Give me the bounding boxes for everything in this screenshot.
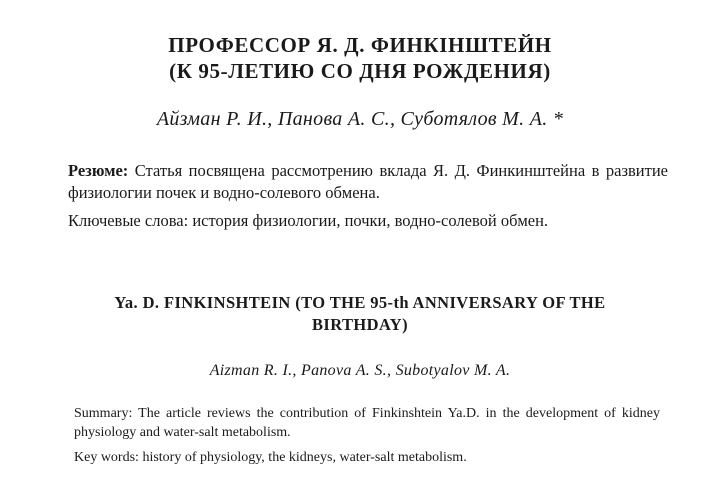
title-russian-line-2: (К 95-ЛЕТИЮ СО ДНЯ РОЖДЕНИЯ) — [169, 59, 551, 83]
authors-russian: Айзман Р. И., Панова А. С., Суботялов М. А. * — [156, 108, 564, 130]
keywords-english — [74, 448, 660, 467]
title-russian-line-1: ПРОФЕССОР Я. Д. ФИНКІНШТЕЙН — [168, 33, 552, 57]
summary-russian-text: Статья посвящена рассмотрению вклада Я. Д. Финкинштейна в развитие физиологии почек и водно-солевого обмена. — [68, 161, 668, 202]
summary-russian-label: Резюме: — [68, 161, 129, 180]
title-russian — [0, 32, 720, 84]
abstract-english — [74, 404, 660, 473]
keywords-english-text: history of physiology, the kidneys, water-salt metabolism. — [138, 450, 467, 465]
summary-english — [74, 404, 660, 442]
title-english-line-2: BIRTHDAY) — [312, 315, 408, 334]
keywords-english-label: Key words: — [74, 450, 139, 465]
summary-english-label: Summary: — [74, 406, 133, 421]
summary-russian — [68, 160, 668, 204]
keywords-russian-text: история физиологии, почки, водно-солевой обмен. — [188, 211, 549, 230]
keywords-russian-label: Ключевые слова: — [68, 211, 189, 230]
authors-english: Aizman R. I., Panova A. S., Subotyalov M. A. — [209, 362, 511, 379]
title-english — [0, 292, 720, 336]
summary-english-text: The article reviews the contribution of Finkinshtein Ya.D. in the development of kidney physiology and water-salt metabolism. — [74, 406, 660, 440]
title-english-line-1: Ya. D. FINKINSHTEIN (TO THE 95-th ANNIVERSARY OF THE — [114, 293, 606, 312]
keywords-russian — [68, 210, 668, 232]
abstract-russian — [68, 160, 668, 238]
